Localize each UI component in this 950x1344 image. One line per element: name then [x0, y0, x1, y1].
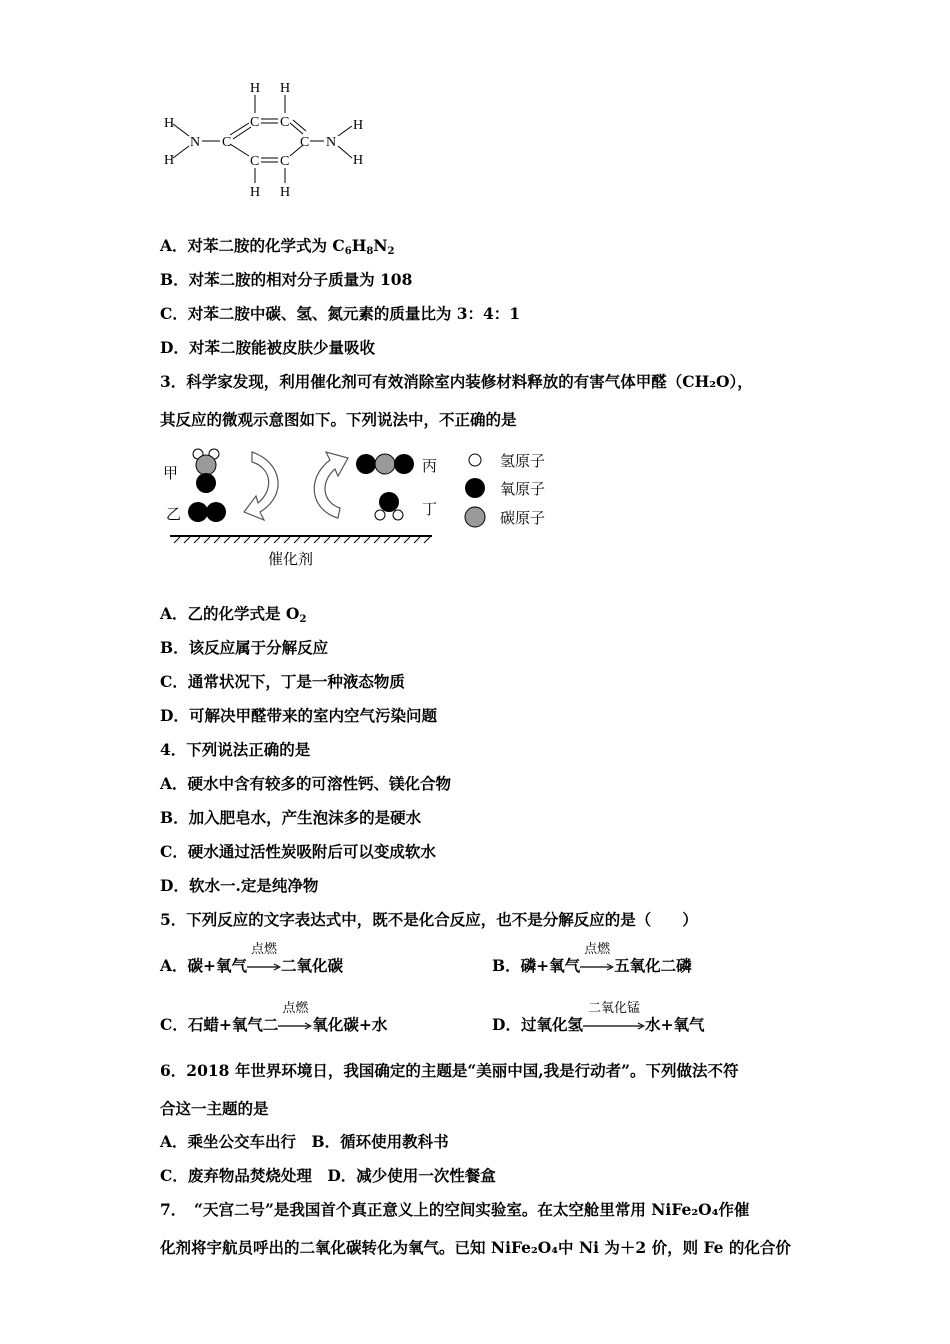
- p-phenylenediamine-structure: [150, 70, 380, 205]
- label-catalyst: 催化剂: [268, 550, 314, 568]
- atom-c-left: C: [222, 135, 232, 150]
- arrow-icon: [278, 1021, 312, 1031]
- arrow-icon: [580, 962, 614, 972]
- q4-stem: 4．下列说法正确的是: [160, 740, 311, 759]
- q2-option-c: C．对苯二胺中碳、氢、氮元素的质量比为 3：4：1: [160, 304, 521, 323]
- q3-option-c: C．通常状况下，丁是一种液态物质: [160, 672, 405, 691]
- q5-c-condition: 点燃: [282, 1001, 309, 1016]
- q4-option-c: C．硬水通过活性炭吸附后可以变成软水: [160, 842, 436, 861]
- legend-oxygen-label: 氧原子: [500, 480, 546, 498]
- label-bing: 丙: [422, 457, 438, 475]
- q3-stem-line1: 3．科学家发现，利用催化剂可有效消除室内装修材料释放的有害气体甲醛（CH₂O），: [160, 372, 753, 391]
- q4-option-b: B．加入肥皂水，产生泡沫多的是硬水: [160, 808, 422, 827]
- q3-option-a: A．乙的化学式是 $O_2$: [160, 604, 307, 625]
- q5-b-condition: 点燃: [584, 942, 611, 957]
- legend-carbon-swatch: [465, 507, 485, 527]
- atom-h-left-top: H: [164, 116, 175, 131]
- atom-h-bottom-left: H: [250, 185, 261, 200]
- q3-option-b: B．该反应属于分解反应: [160, 638, 329, 657]
- q5-option-d: D．过氧化氢 二氧化锰 水+氧气: [492, 1001, 705, 1034]
- q5-d-condition: 二氧化锰: [587, 1001, 640, 1016]
- q4-option-d: D．软水一.定是纯净物: [160, 876, 319, 895]
- atom-h-top-right: H: [280, 81, 291, 96]
- atom-h-right-top: H: [353, 118, 364, 133]
- q5-a-condition: 点燃: [251, 942, 278, 957]
- legend-hydrogen-label: 氢原子: [500, 452, 546, 470]
- label-ding: 丁: [422, 500, 438, 518]
- atom-n-left: N: [190, 135, 201, 150]
- q4-option-a: A．硬水中含有较多的可溶性钙、镁化合物: [160, 774, 452, 793]
- label-yi: 乙: [166, 505, 182, 523]
- atom-c-bottom-right: C: [280, 154, 290, 169]
- atom-n-right: N: [326, 135, 337, 150]
- q5-stem: 5．下列反应的文字表达式中，既不是化合反应，也不是分解反应的是（ ）: [160, 910, 698, 929]
- atom-h-left-bottom: H: [164, 153, 175, 168]
- q5-option-a: A．碳+氧气 点燃 二氧化碳: [160, 942, 344, 975]
- q6-options-line1: A．乘坐公交车出行 B．循环使用教科书: [160, 1132, 449, 1151]
- label-jia: 甲: [163, 464, 179, 482]
- atom-h-right-bottom: H: [353, 153, 364, 168]
- arrow-icon: [583, 1021, 645, 1031]
- q6-options-line2: C．废弃物品焚烧处理 D．减少使用一次性餐盒: [160, 1166, 496, 1185]
- q5-option-c: C．石蜡+氧气二 点燃 氧化碳+水: [160, 1001, 388, 1034]
- q7-stem-line2: 化剂将宇航员呼出的二氧化碳转化为氧气。已知 NiFe₂O₄中 Ni 为＋2 价，则 Fe 的化合价: [160, 1238, 791, 1257]
- q6-stem-line1: 6．2018 年世界环境日，我国确定的主题是“美丽中国,我是行动者”。下列做法不符: [160, 1061, 739, 1080]
- atom-c-top-right: C: [280, 115, 290, 130]
- atom-h-top-left: H: [250, 81, 261, 96]
- atom-c-bottom-left: C: [250, 154, 260, 169]
- q3-option-d: D．可解决甲醛带来的室内空气污染问题: [160, 706, 437, 725]
- q5-option-b: B．磷+氧气 点燃 五氧化二磷: [492, 942, 692, 975]
- q6-stem-line2: 合这一主题的是: [160, 1099, 269, 1118]
- arrow-icon: [247, 962, 281, 972]
- atom-c-top-left: C: [250, 115, 260, 130]
- q3-stem-line2: 其反应的微观示意图如下。下列说法中，不正确的是: [160, 410, 517, 429]
- legend-oxygen-swatch: [465, 478, 485, 498]
- q7-stem-line1: 7． “天宫二号”是我国首个真正意义上的空间实验室。在太空舱里常用 NiFe₂O₄作催: [160, 1200, 750, 1219]
- q2-option-b: B．对苯二胺的相对分子质量为 108: [160, 270, 413, 289]
- legend-hydrogen-swatch: [469, 454, 481, 466]
- atom-h-bottom-right: H: [280, 185, 291, 200]
- q2-option-a: A．对苯二胺的化学式为 $C_6H_8N_2$: [160, 236, 395, 257]
- atom-c-right: C: [300, 135, 310, 150]
- q2-option-d: D．对苯二胺能被皮肤少量吸收: [160, 338, 375, 357]
- legend-carbon-label: 碳原子: [500, 509, 546, 527]
- reaction-diagram: [160, 440, 580, 575]
